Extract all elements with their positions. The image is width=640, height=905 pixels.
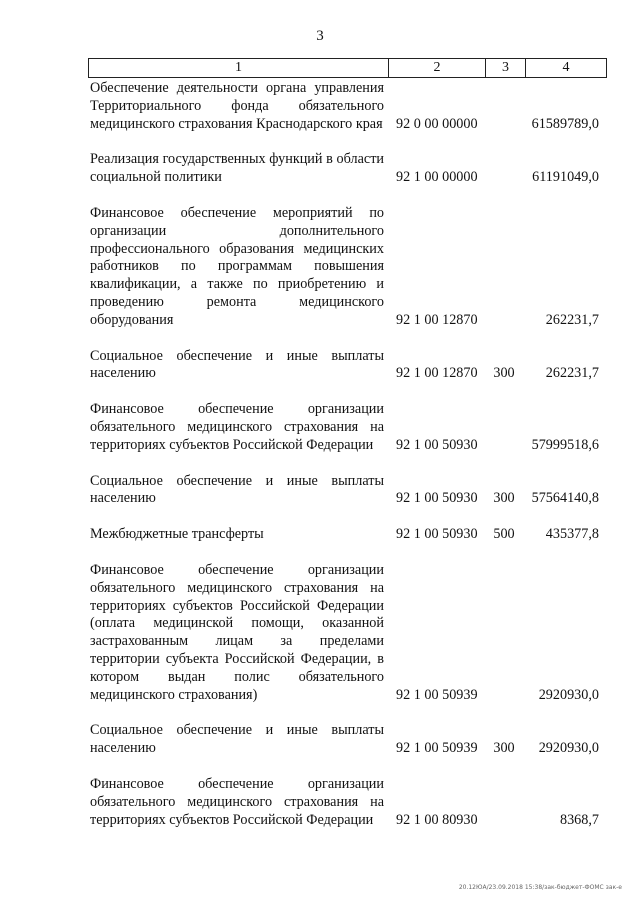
row-expense-type: 300: [493, 490, 515, 507]
row-amount: 57564140,8: [531, 490, 599, 507]
row-code: 92 0 00 00000: [396, 115, 478, 132]
row-expense-type: 300: [493, 740, 515, 757]
row-name: Финансовое обеспечение организации обязательного медицинского страхования на территориях субъектов Российской Федерации: [90, 401, 384, 453]
header-col-3: 3: [486, 59, 526, 77]
page-number: 3: [316, 28, 324, 44]
row-name: Финансовое обеспечение организации обязательного медицинского страхования на территориях субъектов Российской Федерации: [90, 775, 384, 828]
header-col-2: 2: [389, 59, 486, 77]
table-row: [88, 526, 607, 544]
table-body: [88, 80, 607, 829]
row-code: 92 1 00 50939: [396, 740, 478, 757]
row-amount: 2920930,0: [538, 740, 599, 757]
row-amount: 2920930,0: [538, 686, 599, 703]
row-expense-type: 500: [493, 526, 515, 543]
row-code: 92 1 00 50930: [396, 526, 478, 543]
table-row: [88, 401, 607, 454]
row-amount: 262231,7: [545, 365, 599, 382]
table-row: [88, 151, 607, 187]
row-amount: 262231,7: [545, 311, 599, 328]
row-name: Социальное обеспечение и иные выплаты населению: [90, 347, 384, 382]
table-row: [88, 776, 607, 829]
row-code: 92 1 00 80930: [396, 811, 478, 828]
row-code: 92 1 00 50930: [396, 436, 478, 453]
row-expense-type: 300: [493, 365, 515, 382]
row-name: Финансовое обеспечение организации обязательного медицинского страхования на территориях субъектов Российской Федерации (оплата медицинской помощи, оказанной застрахованным лицам за пределами территории субъекта Российской Федерации, в котором выдан полис обязательного медицинского страхования): [90, 561, 384, 703]
row-name: Межбюджетные трансферты: [90, 526, 264, 543]
row-name: Финансовое обеспечение мероприятий по организации дополнительного профессионального образования медицинских работников по программам повышения квалификации, а также по приобретению и проведению ремонта медицинского оборудования: [90, 204, 384, 328]
row-name: Социальное обеспечение и иные выплаты населению: [90, 472, 384, 507]
table-row: [88, 348, 607, 384]
row-code: 92 1 00 00000: [396, 169, 478, 186]
table-row: [88, 80, 607, 133]
row-name: Социальное обеспечение и иные выплаты населению: [90, 722, 384, 757]
table-row: [88, 473, 607, 509]
row-amount: 61589789,0: [531, 115, 599, 132]
row-name: Обеспечение деятельности органа управления Территориального фонда обязательного медицинского страхования Краснодарского края: [90, 80, 384, 132]
header-col-1: 1: [89, 59, 389, 77]
footer-stamp: 20.12ЮА/23.09.2018 15:38/зак-бюджет-ФОМС зак-е: [458, 884, 622, 891]
row-amount: 61191049,0: [532, 169, 599, 186]
row-name: Реализация государственных функций в области социальной политики: [90, 151, 384, 186]
row-amount: 8368,7: [559, 811, 599, 828]
row-code: 92 1 00 12870: [396, 365, 478, 382]
row-code: 92 1 00 12870: [396, 311, 478, 328]
table-row: [88, 722, 607, 758]
row-amount: 435377,8: [545, 526, 599, 543]
row-amount: 57999518,6: [531, 436, 599, 453]
table-header: [88, 58, 607, 78]
header-col-4: 4: [562, 60, 570, 75]
row-code: 92 1 00 50939: [396, 686, 478, 703]
table-row: [88, 205, 607, 330]
row-code: 92 1 00 50930: [396, 490, 478, 507]
table-row: [88, 562, 607, 704]
